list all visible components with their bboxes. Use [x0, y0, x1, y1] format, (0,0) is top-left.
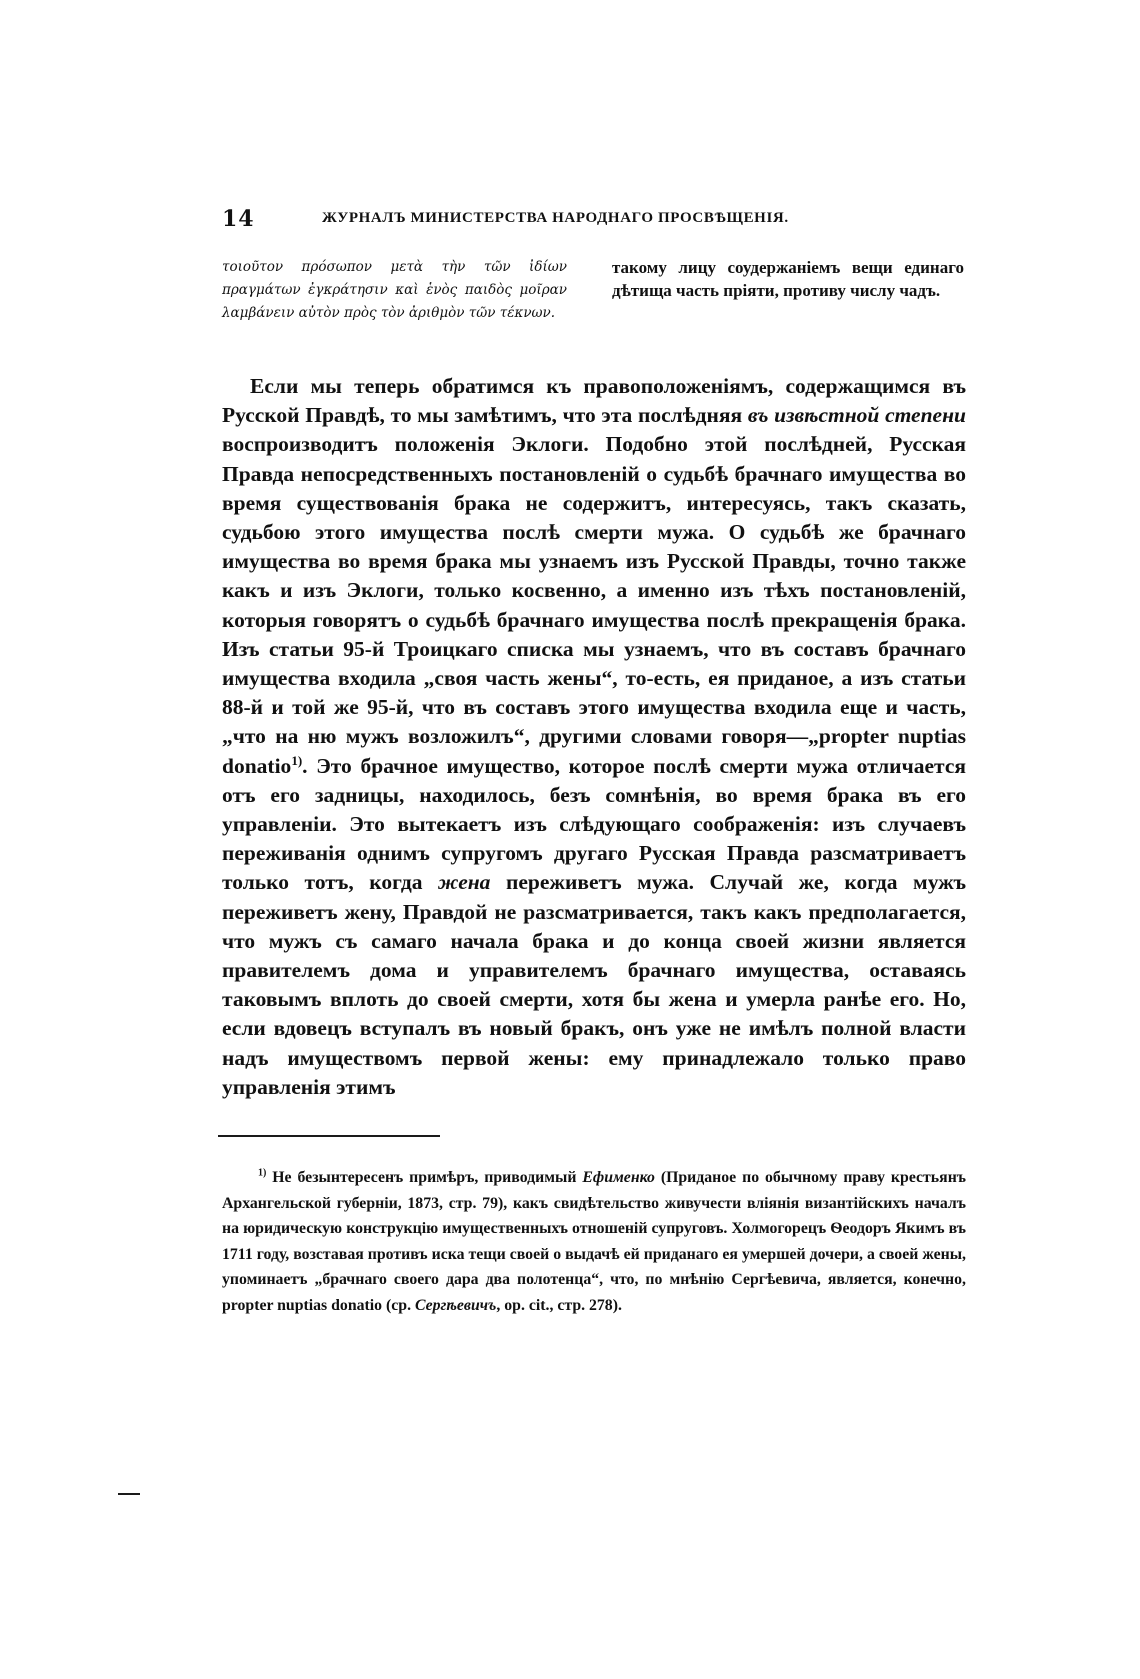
- footnote-marker: 1): [258, 1167, 267, 1179]
- greek-quote: τοιοῦτον πρόσωπον μετὰ τὴν τῶν ἰδίων πραγμάτων ἐγκράτησιν καὶ ἑνὸς παιδὸς μοῖραν λαμβάνειν αὐτὸν πρὸς τὸν ἀριθμὸν τῶν τέκνων.: [222, 259, 567, 321]
- main-text-part: переживетъ мужа. Случай же, когда мужъ переживетъ жену, Правдой не разсматривается, такъ какъ предполагается, что мужъ съ самаго начала брака и до конца своей жизни является правителемъ дома и управителемъ брачнаго имущества, оставаясь таковымъ вплоть до своей смерти, хотя бы жена и умерла ранѣе его. Но, если вдовецъ вступалъ въ новый бракъ, онъ уже не имѣлъ полной власти надъ имуществомъ первой жены: ему принадлежало только право управленія этимъ: [222, 870, 967, 1099]
- page-header: [222, 206, 882, 236]
- running-title: ЖУРНАЛЪ МИНИСТЕРСТВА НАРОДНАГО ПРОСВѢЩЕНІЯ.: [322, 210, 789, 226]
- footnote-text-part: Не безынтересенъ примѣръ, приводимый: [266, 1169, 583, 1186]
- footnote-text-part: , op. cit., стр. 278).: [496, 1296, 622, 1314]
- footnote-reference[interactable]: 1): [291, 752, 303, 768]
- main-text-part: . Это брачное имущество, которое послѣ смерти мужа отличается отъ его задницы, находилось, безъ сомнѣнія, во время брака въ его управленіи. Это вытекаетъ изъ слѣдующаго соображенія: изъ случаевъ переживанія однимъ супругомъ другаго Русская Правда разсматриваетъ только тотъ, когда: [222, 753, 966, 895]
- main-text-part: Если мы теперь обратимся къ правоположеніямъ, содержащимся въ Русской Правдѣ, то мы замѣтимъ, что эта послѣдняя: [222, 374, 966, 428]
- footnote-divider: [218, 1135, 440, 1137]
- main-emphasis: въ извѣстной степени: [747, 403, 966, 428]
- slavonic-quote: такому лицу соудержаніемъ вещи единаго дѣтища часть пріяти, противу числу чадъ.: [612, 258, 964, 300]
- scan-mark: [118, 1493, 140, 1495]
- main-emphasis: жена: [438, 870, 491, 895]
- main-paragraph: [222, 372, 966, 1102]
- footnote-emphasis: Сергѣевичъ: [414, 1296, 497, 1314]
- parallel-quote: [222, 256, 964, 356]
- footnote-emphasis: Ефименко: [582, 1169, 655, 1186]
- footnote: [222, 1165, 966, 1319]
- main-text-part: воспроизводитъ положенія Эклоги. Подобно этой послѣдней, Русская Правда непосредственныхъ постановленій о судьбѣ брачнаго имущества во время существованія брака не содержитъ, интересуясь, такъ сказать, судьбою этого имущества послѣ смерти мужа. О судьбѣ же брачнаго имущества во время брака мы узнаемъ изъ Русской Правды, точно также какъ и изъ Эклоги, только косвенно, а именно изъ тѣхъ постановленій, которыя говорятъ о судьбѣ брачнаго имущества послѣ прекращенія брака. Изъ статьи 95-й Троицкаго списка мы узнаемъ, что въ составъ брачнаго имущества входила „своя часть жены“, то-есть, ея приданое, а изъ статьи 88-й и той же 95-й, что въ составъ этого имущества входила еще и часть, „что на ню мужъ возложилъ“, другими словами говоря—„propter nuptias donatio: [222, 432, 966, 778]
- page-number: 14: [222, 206, 255, 232]
- footnote-text-part: (Приданое по обычному праву крестьянъ Архангельской губерніи, 1873, стр. 79), какъ свидѣтельство живучести вліянія византійскихъ началъ на юридическую конструкцію имущественныхъ отношеній супруговъ. Холмогорецъ Ѳеодоръ Якимъ въ 1711 году, возставая противъ иска тещи своей о выдачѣ ей приданаго ея умершей дочери, а своей жены, упоминаетъ „брачнаго своего дара два полотенца“, что, по мнѣнію Сергѣевича, является, конечно, propter nuptias donatio (ср.: [222, 1169, 967, 1314]
